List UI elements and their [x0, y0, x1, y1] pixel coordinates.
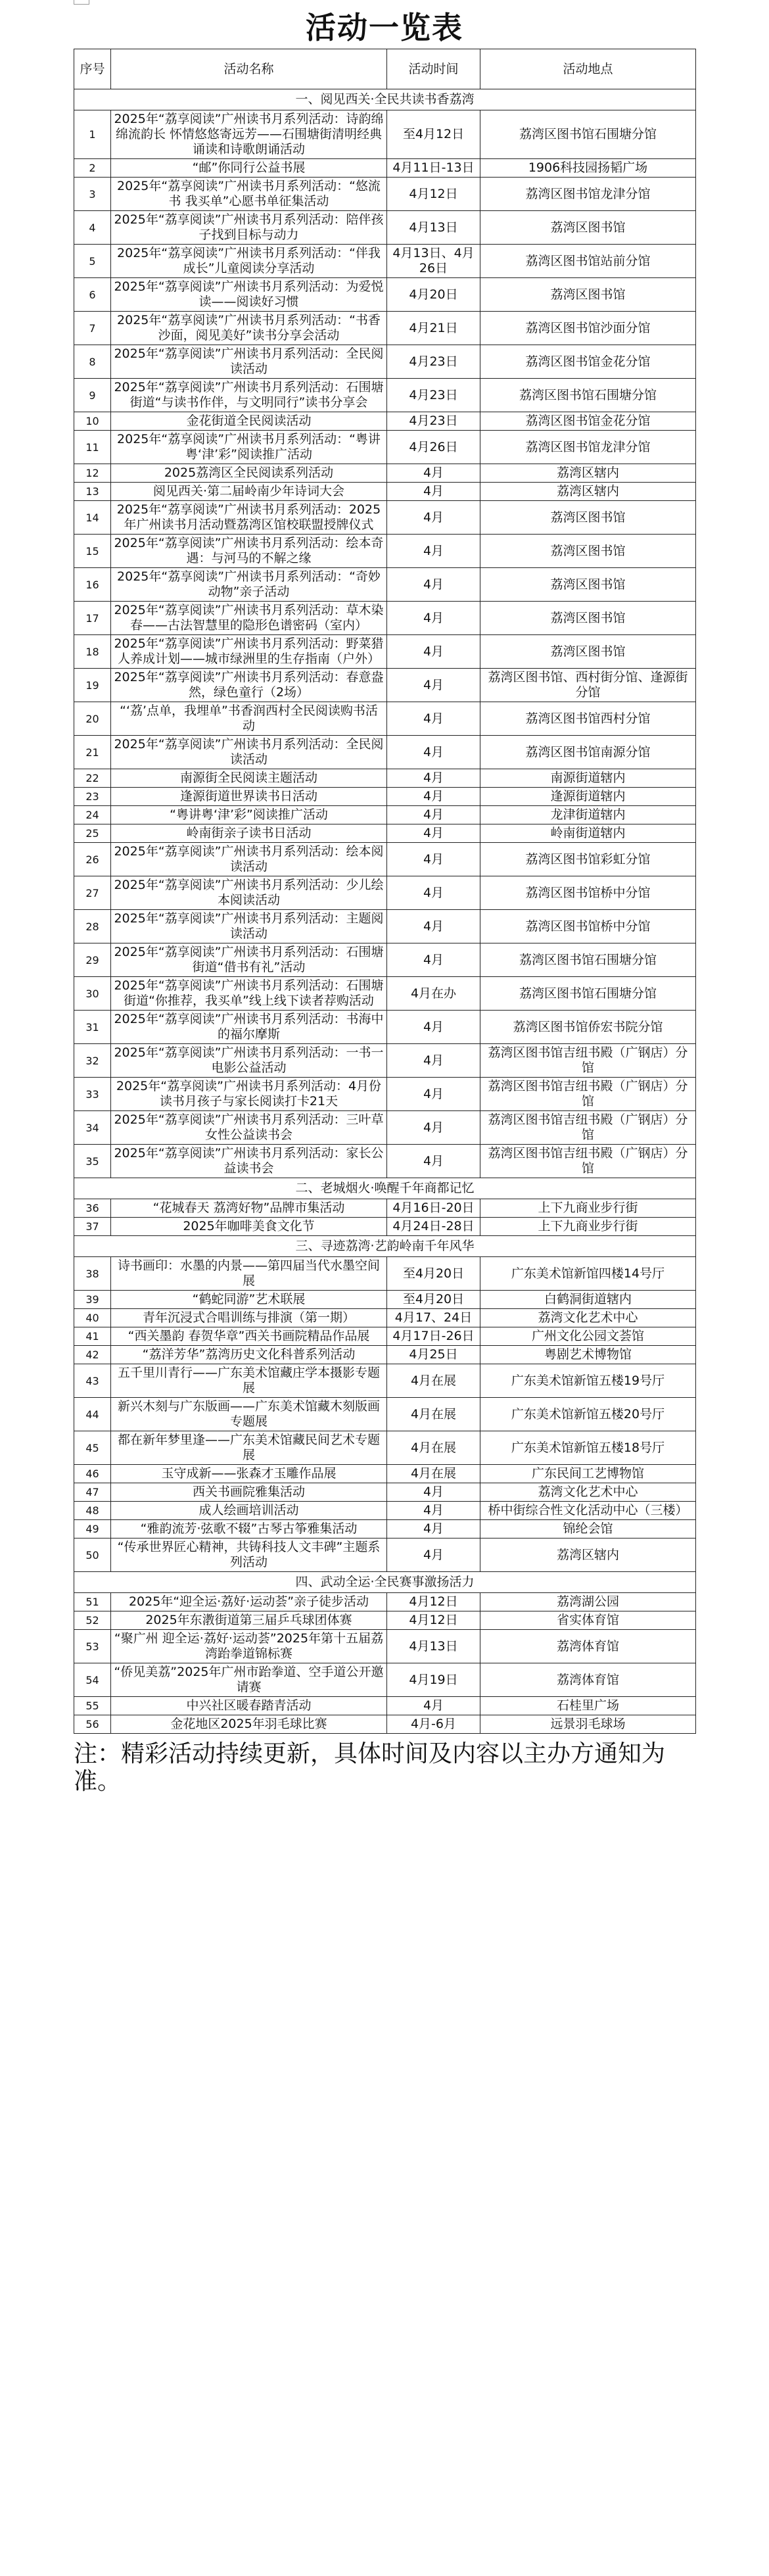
cell-activity-name: 2025年“荔享阅读”广州读书月系列活动：石围塘街道“你推荐，我买单”线上线下读者荐购活动	[111, 977, 387, 1011]
cell-activity-time: 4月	[387, 483, 480, 501]
table-row	[74, 312, 696, 345]
cell-activity-name: 2025年“荔享阅读”广州读书月系列活动：春意盎然，绿色童行（2场）	[111, 669, 387, 702]
cell-activity-time: 4月	[387, 943, 480, 977]
cell-activity-name: 2025年“荔享阅读”广州读书月系列活动：野菜猎人养成计划——城市绿洲里的生存指南（户外）	[111, 635, 387, 669]
cell-activity-name: 金花地区2025年羽毛球比赛	[111, 1715, 387, 1734]
cell-activity-place: 1906科技园扬韬广场	[480, 159, 696, 178]
table-row	[74, 412, 696, 431]
table-row	[74, 345, 696, 379]
cell-no: 8	[74, 345, 111, 379]
cell-no: 41	[74, 1327, 111, 1346]
cell-activity-name: 2025年“荔享阅读”广州读书月系列活动：少儿绘本阅读活动	[111, 876, 387, 910]
cell-no: 23	[74, 788, 111, 806]
cell-no: 12	[74, 464, 111, 483]
cell-activity-name: 玉守成新——张森才玉雕作品展	[111, 1465, 387, 1483]
cell-activity-name: “西关墨韵 春贺华章”西关书画院精品作品展	[111, 1327, 387, 1346]
cell-activity-time: 4月23日	[387, 412, 480, 431]
cell-no: 20	[74, 702, 111, 736]
cell-activity-place: 逢源街道辖内	[480, 788, 696, 806]
cell-no: 30	[74, 977, 111, 1011]
cell-activity-name: 2025年“荔享阅读”广州读书月系列活动：“伴我成长”儿童阅读分享活动	[111, 245, 387, 278]
cell-activity-name: 逢源街道世界读书日活动	[111, 788, 387, 806]
cell-activity-name: “鹤蛇同游”艺术联展	[111, 1291, 387, 1309]
cell-activity-name: 2025年“荔享阅读”广州读书月系列活动：为爱悦读——阅读好习惯	[111, 278, 387, 312]
cell-activity-name: 南源街全民阅读主题活动	[111, 769, 387, 788]
cell-activity-name: 中兴社区暖春踏青活动	[111, 1697, 387, 1715]
cell-activity-name: 2025年“荔享阅读”广州读书月系列活动：绘本阅读活动	[111, 843, 387, 876]
table-row	[74, 843, 696, 876]
table-row	[74, 1291, 696, 1309]
cell-no: 9	[74, 379, 111, 412]
cell-activity-time: 4月	[387, 824, 480, 843]
cell-activity-place: 荔湾区图书馆	[480, 211, 696, 245]
table-row	[74, 1502, 696, 1520]
cell-activity-name: 2025荔湾区全民阅读系列活动	[111, 464, 387, 483]
cell-activity-time: 4月26日	[387, 431, 480, 464]
cell-activity-name: 2025年“荔享阅读”广州读书月系列活动：石围塘街道“借书有礼”活动	[111, 943, 387, 977]
cell-activity-place: 粤剧艺术博物馆	[480, 1346, 696, 1364]
cell-activity-name: “花城春天 荔湾好物”品牌市集活动	[111, 1199, 387, 1218]
cell-activity-name: “雅韵流芳·弦歌不辍”古琴古筝雅集活动	[111, 1520, 387, 1538]
cell-activity-name: 成人绘画培训活动	[111, 1502, 387, 1520]
cell-activity-time: 至4月20日	[387, 1291, 480, 1309]
cell-activity-place: 省实体育馆	[480, 1611, 696, 1630]
cell-activity-time: 4月24日-28日	[387, 1218, 480, 1236]
cell-activity-place: 白鹤洞街道辖内	[480, 1291, 696, 1309]
cell-activity-name: “邮”你同行公益书展	[111, 159, 387, 178]
section-header-row	[74, 1178, 696, 1199]
cell-activity-time: 4月在展	[387, 1398, 480, 1431]
table-row	[74, 1309, 696, 1327]
cell-activity-name: 金花街道全民阅读活动	[111, 412, 387, 431]
cell-no: 37	[74, 1218, 111, 1236]
cell-no: 46	[74, 1465, 111, 1483]
cell-activity-place: 荔湾文化艺术中心	[480, 1483, 696, 1502]
cell-no: 10	[74, 412, 111, 431]
cell-activity-time: 4月在办	[387, 977, 480, 1011]
table-row	[74, 1520, 696, 1538]
cell-no: 45	[74, 1431, 111, 1465]
cell-activity-place: 上下九商业步行街	[480, 1218, 696, 1236]
cell-activity-name: 2025年“荔享阅读”广州读书月系列活动：石围塘街道“与读书作伴，与文明同行”读书分享会	[111, 379, 387, 412]
table-row	[74, 483, 696, 501]
table-row	[74, 1697, 696, 1715]
cell-activity-name: 阅见西关·第二届岭南少年诗词大会	[111, 483, 387, 501]
cell-activity-time: 4月	[387, 464, 480, 483]
section-header-row	[74, 89, 696, 110]
cell-activity-name: 2025年“荔享阅读”广州读书月系列活动：“悠流书 我买单”心愿书单征集活动	[111, 178, 387, 211]
cell-activity-time: 4月	[387, 602, 480, 635]
table-row	[74, 1346, 696, 1364]
table-row	[74, 1663, 696, 1697]
cell-activity-name: 2025年“荔享阅读”广州读书月系列活动：“书香沙面，阅见美好”读书分享会活动	[111, 312, 387, 345]
cell-no: 21	[74, 736, 111, 769]
table-row	[74, 1111, 696, 1145]
cell-activity-name: 五千里川青行——广东美术馆藏庄学本摄影专题展	[111, 1364, 387, 1398]
table-row	[74, 178, 696, 211]
cell-activity-name: 青年沉浸式合唱训练与排演（第一期）	[111, 1309, 387, 1327]
cell-activity-name: 2025年“荔享阅读”广州读书月系列活动：书海中的福尔摩斯	[111, 1011, 387, 1044]
cell-activity-place: 荔湾区图书馆、西村街分馆、逢源街分馆	[480, 669, 696, 702]
cell-activity-name: 2025年“迎全运·荔好·运动荟”亲子徒步活动	[111, 1593, 387, 1611]
cell-activity-place: 荔湾区图书馆吉纽书殿（广钢店）分馆	[480, 1044, 696, 1078]
cell-activity-time: 4月	[387, 1483, 480, 1502]
cell-activity-time: 4月	[387, 910, 480, 943]
table-row	[74, 1257, 696, 1291]
cell-no: 17	[74, 602, 111, 635]
cell-activity-time: 4月20日	[387, 278, 480, 312]
cell-no: 43	[74, 1364, 111, 1398]
cell-activity-time: 4月	[387, 1145, 480, 1178]
cell-no: 16	[74, 568, 111, 602]
cell-activity-place: 广东美术馆新馆五楼18号厅	[480, 1431, 696, 1465]
cell-activity-time: 4月	[387, 635, 480, 669]
cell-activity-name: 2025年“荔享阅读”广州读书月系列活动：全民阅读活动	[111, 736, 387, 769]
table-row	[74, 1199, 696, 1218]
footnote: 注：精彩活动持续更新，具体时间及内容以主办方通知为准。	[74, 1740, 666, 1795]
page-title: 活动一览表	[306, 10, 463, 45]
cell-activity-time: 4月	[387, 876, 480, 910]
cell-no: 18	[74, 635, 111, 669]
cell-activity-place: 广东美术馆新馆四楼14号厅	[480, 1257, 696, 1291]
cell-activity-name: 2025年咖啡美食文化节	[111, 1218, 387, 1236]
table-row	[74, 110, 696, 159]
section-heading: 二、老城烟火·唤醒千年商都记忆	[74, 1178, 696, 1199]
cell-no: 47	[74, 1483, 111, 1502]
cell-activity-time: 4月23日	[387, 345, 480, 379]
section-heading: 四、武动全运·全民赛事激扬活力	[74, 1572, 696, 1593]
cell-activity-time: 4月12日	[387, 1611, 480, 1630]
table-row	[74, 824, 696, 843]
cell-activity-time: 4月	[387, 1011, 480, 1044]
cell-activity-time: 4月	[387, 843, 480, 876]
cell-activity-place: 荔湾区图书馆	[480, 635, 696, 669]
section-header-row	[74, 1572, 696, 1593]
cell-activity-time: 4月	[387, 788, 480, 806]
table-row	[74, 1431, 696, 1465]
cell-no: 52	[74, 1611, 111, 1630]
cell-activity-place: 荔湾区图书馆金花分馆	[480, 412, 696, 431]
cell-no: 24	[74, 806, 111, 824]
table-row	[74, 1715, 696, 1734]
cell-activity-name: “荔洋芳华”荔湾历史文化科普系列活动	[111, 1346, 387, 1364]
cell-no: 34	[74, 1111, 111, 1145]
table-row	[74, 464, 696, 483]
cell-activity-place: 荔湾区图书馆吉纽书殿（广钢店）分馆	[480, 1145, 696, 1178]
cell-activity-place: 荔湾区图书馆	[480, 278, 696, 312]
table-row	[74, 977, 696, 1011]
cell-no: 49	[74, 1520, 111, 1538]
cell-activity-time: 4月	[387, 669, 480, 702]
cell-no: 50	[74, 1538, 111, 1572]
cell-activity-time: 4月	[387, 1520, 480, 1538]
cell-activity-place: 广东美术馆新馆五楼20号厅	[480, 1398, 696, 1431]
cell-activity-name: “‘荔’点单，我埋单”书香润西村全民阅读购书活动	[111, 702, 387, 736]
table-row	[74, 769, 696, 788]
table-row	[74, 736, 696, 769]
cell-activity-place: 荔湾区图书馆	[480, 501, 696, 535]
cell-activity-time: 4月	[387, 1538, 480, 1572]
cell-activity-time: 至4月20日	[387, 1257, 480, 1291]
cell-activity-time: 4月在展	[387, 1431, 480, 1465]
cell-activity-time: 4月23日	[387, 379, 480, 412]
cell-activity-time: 4月在展	[387, 1465, 480, 1483]
cell-no: 6	[74, 278, 111, 312]
cell-activity-time: 4月19日	[387, 1663, 480, 1697]
cell-activity-place: 锦纶会馆	[480, 1520, 696, 1538]
table-row	[74, 379, 696, 412]
cell-activity-place: 荔湾区图书馆西村分馆	[480, 702, 696, 736]
cell-activity-time: 4月	[387, 1111, 480, 1145]
table-row	[74, 159, 696, 178]
cell-activity-name: 都在新年梦里逢——广东美术馆藏民间艺术专题展	[111, 1431, 387, 1465]
table-row	[74, 910, 696, 943]
cell-no: 35	[74, 1145, 111, 1178]
cell-activity-time: 4月21日	[387, 312, 480, 345]
cell-activity-name: 2025年“荔享阅读”广州读书月系列活动：三叶草女性公益读书会	[111, 1111, 387, 1145]
cell-no: 5	[74, 245, 111, 278]
cell-activity-place: 桥中街综合性文化活动中心（三楼）	[480, 1502, 696, 1520]
cell-activity-name: “传承世界匠心精神，共铸科技人文丰碑”主题系列活动	[111, 1538, 387, 1572]
cell-activity-place: 荔湾区图书馆	[480, 602, 696, 635]
cell-no: 13	[74, 483, 111, 501]
table-row	[74, 245, 696, 278]
cell-activity-place: 荔湾区辖内	[480, 464, 696, 483]
table-row	[74, 1630, 696, 1663]
table-row	[74, 1465, 696, 1483]
cell-activity-place: 荔湾区图书馆石围塘分馆	[480, 379, 696, 412]
cell-activity-place: 荔湾区图书馆龙津分馆	[480, 431, 696, 464]
cell-no: 54	[74, 1663, 111, 1697]
cell-no: 33	[74, 1078, 111, 1111]
cell-activity-place: 荔湾区图书馆金花分馆	[480, 345, 696, 379]
cell-activity-time: 4月16日-20日	[387, 1199, 480, 1218]
table-row	[74, 501, 696, 535]
cell-activity-time: 4月	[387, 1502, 480, 1520]
cell-no: 56	[74, 1715, 111, 1734]
header-time: 活动时间	[387, 49, 480, 89]
cell-no: 36	[74, 1199, 111, 1218]
table-row	[74, 669, 696, 702]
table-row	[74, 1327, 696, 1346]
cell-no: 31	[74, 1011, 111, 1044]
cell-no: 4	[74, 211, 111, 245]
cell-activity-time: 4月12日	[387, 1593, 480, 1611]
cell-no: 2	[74, 159, 111, 178]
cell-activity-name: 2025年“荔享阅读”广州读书月系列活动：“奇妙动物”亲子活动	[111, 568, 387, 602]
cell-no: 19	[74, 669, 111, 702]
cell-no: 1	[74, 110, 111, 159]
cell-activity-name: 诗书画印：水墨的内景——第四届当代水墨空间展	[111, 1257, 387, 1291]
cell-no: 39	[74, 1291, 111, 1309]
cell-no: 48	[74, 1502, 111, 1520]
cell-activity-place: 荔湾区图书馆石围塘分馆	[480, 977, 696, 1011]
table-row	[74, 1011, 696, 1044]
cell-activity-place: 荔湾区图书馆吉纽书殿（广钢店）分馆	[480, 1078, 696, 1111]
table-row	[74, 788, 696, 806]
table-row	[74, 1218, 696, 1236]
cell-activity-name: 2025年“荔享阅读”广州读书月系列活动：草木染春——古法智慧里的隐形色谱密码（室内）	[111, 602, 387, 635]
cell-activity-time: 4月13日	[387, 211, 480, 245]
activity-table	[74, 49, 696, 1734]
cell-activity-name: “聚广州 迎全运·荔好·运动荟”2025年第十五届荔湾跆拳道锦标赛	[111, 1630, 387, 1663]
cell-activity-place: 荔湾区图书馆桥中分馆	[480, 910, 696, 943]
cell-activity-place: 荔湾区图书馆南源分馆	[480, 736, 696, 769]
cell-activity-place: 荔湾区图书馆桥中分馆	[480, 876, 696, 910]
table-row	[74, 1364, 696, 1398]
cell-activity-place: 荔湾区图书馆沙面分馆	[480, 312, 696, 345]
cell-activity-place: 岭南街道辖内	[480, 824, 696, 843]
table-row	[74, 568, 696, 602]
table-header-row	[74, 49, 696, 89]
table-row	[74, 1611, 696, 1630]
table-row	[74, 635, 696, 669]
table-row	[74, 702, 696, 736]
table-row	[74, 278, 696, 312]
cell-activity-place: 荔湾区辖内	[480, 1538, 696, 1572]
cell-activity-place: 荔湾区图书馆侨宏书院分馆	[480, 1011, 696, 1044]
cell-activity-place: 荔湾文化艺术中心	[480, 1309, 696, 1327]
cell-activity-name: 2025年“荔享阅读”广州读书月系列活动：陪伴孩子找到目标与动力	[111, 211, 387, 245]
cell-activity-time: 4月17、24日	[387, 1309, 480, 1327]
cell-no: 29	[74, 943, 111, 977]
cell-activity-time: 4月17日-26日	[387, 1327, 480, 1346]
cell-activity-time: 4月在展	[387, 1364, 480, 1398]
cell-activity-time: 4月	[387, 1697, 480, 1715]
cell-no: 15	[74, 535, 111, 568]
table-row	[74, 876, 696, 910]
cell-activity-time: 至4月12日	[387, 110, 480, 159]
cell-activity-place: 上下九商业步行街	[480, 1199, 696, 1218]
cell-activity-name: 2025年“荔享阅读”广州读书月系列活动：绘本奇遇：与河马的不解之缘	[111, 535, 387, 568]
cell-activity-place: 荔湾湖公园	[480, 1593, 696, 1611]
header-place: 活动地点	[480, 49, 696, 89]
cell-no: 44	[74, 1398, 111, 1431]
cell-activity-time: 4月	[387, 568, 480, 602]
cell-activity-place: 荔湾体育馆	[480, 1663, 696, 1697]
cell-activity-place: 龙津街道辖内	[480, 806, 696, 824]
table-row	[74, 1538, 696, 1572]
cell-no: 25	[74, 824, 111, 843]
cell-activity-name: 2025年“荔享阅读”广州读书月系列活动：4月份读书月孩子与家长阅读打卡21天	[111, 1078, 387, 1111]
cell-activity-time: 4月-6月	[387, 1715, 480, 1734]
cell-activity-name: 2025年“荔享阅读”广州读书月系列活动：2025年广州读书月活动暨荔湾区馆校联盟授牌仪式	[111, 501, 387, 535]
cell-activity-time: 4月	[387, 806, 480, 824]
table-row	[74, 943, 696, 977]
cell-activity-name: “粤讲粤‘津’彩”阅读推广活动	[111, 806, 387, 824]
cell-activity-place: 荔湾区图书馆石围塘分馆	[480, 943, 696, 977]
cell-activity-name: 2025年“荔享阅读”广州读书月系列活动：“粤讲粤‘津’彩”阅读推广活动	[111, 431, 387, 464]
cell-activity-place: 广东美术馆新馆五楼19号厅	[480, 1364, 696, 1398]
table-row	[74, 806, 696, 824]
table-row	[74, 1078, 696, 1111]
table-row	[74, 602, 696, 635]
cell-activity-place: 远景羽毛球场	[480, 1715, 696, 1734]
cell-activity-time: 4月	[387, 1078, 480, 1111]
table-row	[74, 1044, 696, 1078]
table-row	[74, 1398, 696, 1431]
cell-activity-place: 广东民间工艺博物馆	[480, 1465, 696, 1483]
cell-activity-name: 2025年“荔享阅读”广州读书月系列活动：主题阅读活动	[111, 910, 387, 943]
table-row	[74, 1593, 696, 1611]
cell-activity-time: 4月13日	[387, 1630, 480, 1663]
cell-activity-name: 2025年“荔享阅读”广州读书月系列活动：诗韵绵绵流韵长 怀情悠悠寄远芳——石围塘街清明经典诵读和诗歌朗诵活动	[111, 110, 387, 159]
cell-no: 38	[74, 1257, 111, 1291]
cell-no: 14	[74, 501, 111, 535]
cell-activity-name: 2025年“荔享阅读”广州读书月系列活动：全民阅读活动	[111, 345, 387, 379]
cell-activity-place: 广州文化公园文荟馆	[480, 1327, 696, 1346]
cell-activity-place: 石桂里广场	[480, 1697, 696, 1715]
cell-activity-name: “侨见美荔”2025年广州市跆拳道、空手道公开邀请赛	[111, 1663, 387, 1697]
cell-activity-place: 荔湾区辖内	[480, 483, 696, 501]
table-row	[74, 535, 696, 568]
header-name: 活动名称	[111, 49, 387, 89]
cell-no: 3	[74, 178, 111, 211]
scan-mark	[74, 0, 89, 5]
cell-activity-time: 4月	[387, 1044, 480, 1078]
cell-activity-name: 2025年“荔享阅读”广州读书月系列活动：一书一电影公益活动	[111, 1044, 387, 1078]
cell-activity-place: 荔湾体育馆	[480, 1630, 696, 1663]
cell-activity-time: 4月	[387, 702, 480, 736]
section-heading: 一、阅见西关·全民共读书香荔湾	[74, 89, 696, 110]
table-row	[74, 211, 696, 245]
cell-no: 22	[74, 769, 111, 788]
cell-no: 27	[74, 876, 111, 910]
cell-no: 42	[74, 1346, 111, 1364]
cell-activity-name: 岭南街亲子读书日活动	[111, 824, 387, 843]
cell-activity-name: 西关书画院雅集活动	[111, 1483, 387, 1502]
cell-activity-place: 荔湾区图书馆龙津分馆	[480, 178, 696, 211]
cell-activity-place: 荔湾区图书馆彩虹分馆	[480, 843, 696, 876]
cell-no: 40	[74, 1309, 111, 1327]
cell-activity-place: 荔湾区图书馆	[480, 535, 696, 568]
cell-activity-place: 荔湾区图书馆石围塘分馆	[480, 110, 696, 159]
cell-activity-time: 4月12日	[387, 178, 480, 211]
cell-no: 11	[74, 431, 111, 464]
cell-activity-time: 4月	[387, 769, 480, 788]
cell-no: 7	[74, 312, 111, 345]
cell-activity-time: 4月25日	[387, 1346, 480, 1364]
cell-activity-time: 4月11日-13日	[387, 159, 480, 178]
cell-activity-time: 4月	[387, 736, 480, 769]
activity-table-body	[74, 89, 696, 1734]
cell-activity-name: 新兴木刻与广东版画——广东美术馆藏木刻版画专题展	[111, 1398, 387, 1431]
table-row	[74, 1145, 696, 1178]
table-row	[74, 431, 696, 464]
cell-activity-place: 荔湾区图书馆吉纽书殿（广钢店）分馆	[480, 1111, 696, 1145]
cell-activity-time: 4月	[387, 535, 480, 568]
cell-activity-time: 4月	[387, 501, 480, 535]
cell-no: 28	[74, 910, 111, 943]
cell-activity-place: 荔湾区图书馆站前分馆	[480, 245, 696, 278]
cell-activity-name: 2025年“荔享阅读”广州读书月系列活动：家长公益读书会	[111, 1145, 387, 1178]
header-no: 序号	[74, 49, 111, 89]
cell-no: 55	[74, 1697, 111, 1715]
section-header-row	[74, 1236, 696, 1257]
cell-activity-name: 2025年东漖街道第三届乒乓球团体赛	[111, 1611, 387, 1630]
cell-no: 51	[74, 1593, 111, 1611]
section-heading: 三、寻迹荔湾·艺韵岭南千年风华	[74, 1236, 696, 1257]
cell-activity-place: 南源街道辖内	[480, 769, 696, 788]
cell-activity-place: 荔湾区图书馆	[480, 568, 696, 602]
cell-no: 26	[74, 843, 111, 876]
table-row	[74, 1483, 696, 1502]
cell-no: 53	[74, 1630, 111, 1663]
cell-no: 32	[74, 1044, 111, 1078]
cell-activity-time: 4月13日、4月26日	[387, 245, 480, 278]
